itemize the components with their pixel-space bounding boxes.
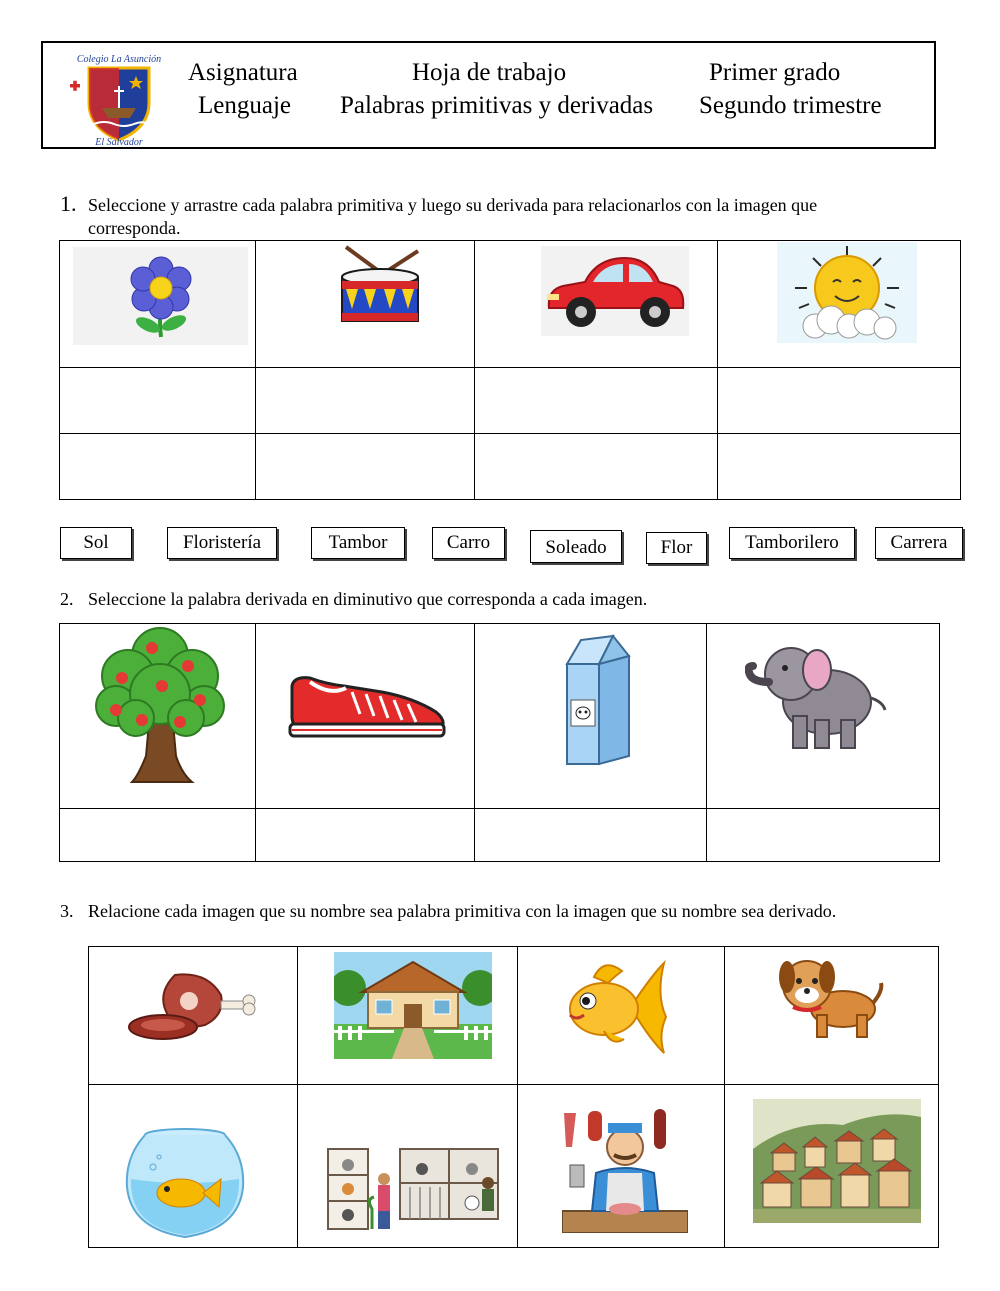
q2-text: Seleccione la palabra derivada en diminutivo que corresponda a cada imagen. [88, 589, 648, 609]
q2-image-cell [707, 624, 940, 809]
q1-drop-slot-derived[interactable] [60, 434, 256, 500]
grade-label: Primer grado [709, 59, 841, 86]
word-flor[interactable]: Flor [646, 532, 707, 564]
q2-answer-slot[interactable] [60, 809, 256, 862]
word-floristeria[interactable]: Floristería [167, 527, 277, 559]
q1-drop-slot-primitive[interactable] [60, 368, 256, 434]
logo-text-bottom: El Salvador [95, 137, 143, 146]
logo-text-top: Colegio La Asunción [76, 54, 162, 65]
q2-image-cell [60, 624, 256, 809]
word-tambor[interactable]: Tambor [311, 527, 405, 559]
q3-primitive-cell[interactable] [725, 947, 939, 1085]
q1-drop-slot-primitive[interactable] [718, 368, 961, 434]
q3-text: Relacione cada imagen que su nombre sea palabra primitiva con la imagen que su nombre sea derivado. [88, 901, 837, 921]
q1-image-cell [718, 241, 961, 368]
q2-number: 2. [60, 589, 74, 609]
drum-icon [338, 243, 422, 329]
elephant-icon [745, 636, 891, 752]
q1-image-cell [256, 241, 475, 368]
q3-table [88, 946, 939, 1248]
subject-value: Lenguaje [198, 92, 292, 119]
fish-icon [564, 955, 668, 1057]
word-carrera[interactable]: Carrera [875, 527, 963, 559]
q1-text-line1: Seleccione y arrastre cada palabra primitiva y luego su derivada para relacionarlos con la imagen que [88, 195, 818, 215]
q2-table [59, 623, 940, 862]
word-sol[interactable]: Sol [60, 527, 132, 559]
q1-drop-slot-derived[interactable] [718, 434, 961, 500]
word-tamborilero[interactable]: Tamborilero [729, 527, 855, 559]
q3-derived-cell[interactable] [725, 1085, 939, 1248]
fishbowl-icon [123, 1127, 247, 1241]
q3-derived-cell[interactable] [518, 1085, 725, 1248]
q3-primitive-cell[interactable] [298, 947, 518, 1085]
q1-image-cell [60, 241, 256, 368]
butcher-icon [562, 1107, 688, 1233]
q3-primitive-cell[interactable] [518, 947, 725, 1085]
meat-icon [125, 965, 265, 1045]
word-soleado[interactable]: Soleado [530, 530, 622, 563]
q2-answer-slot[interactable] [707, 809, 940, 862]
q1-drop-slot-derived[interactable] [256, 434, 475, 500]
q2-answer-slot[interactable] [256, 809, 475, 862]
shoe-icon [286, 662, 448, 740]
q3-primitive-cell[interactable] [89, 947, 298, 1085]
milk-carton-icon [561, 634, 635, 766]
school-logo [64, 48, 174, 146]
q1-text-line2: corresponda. [88, 218, 181, 238]
pet-shop-icon [326, 1143, 502, 1233]
sun-icon [777, 242, 917, 343]
word-carro[interactable]: Carro [432, 527, 505, 559]
car-icon [541, 246, 689, 336]
q3-derived-cell[interactable] [89, 1085, 298, 1248]
q2-answer-slot[interactable] [475, 809, 707, 862]
subject-label: Asignatura [188, 59, 298, 86]
sheet-topic: Palabras primitivas y derivadas [340, 92, 654, 119]
q1-number: 1. [60, 191, 77, 216]
q1-table [59, 240, 961, 500]
q1-drop-slot-primitive[interactable] [475, 368, 718, 434]
q1-drop-slot-primitive[interactable] [256, 368, 475, 434]
tree-icon [92, 626, 228, 784]
flower-icon [73, 247, 248, 345]
q1-image-cell [475, 241, 718, 368]
q3-number: 3. [60, 901, 74, 921]
q1-drop-slot-derived[interactable] [475, 434, 718, 500]
q2-image-cell [475, 624, 707, 809]
puppy-icon [773, 955, 885, 1041]
q2-image-cell [256, 624, 475, 809]
q3-derived-cell[interactable] [298, 1085, 518, 1248]
term-label: Segundo trimestre [699, 92, 882, 119]
village-icon [753, 1099, 921, 1223]
house-icon [334, 952, 492, 1059]
sheet-label: Hoja de trabajo [412, 59, 567, 86]
